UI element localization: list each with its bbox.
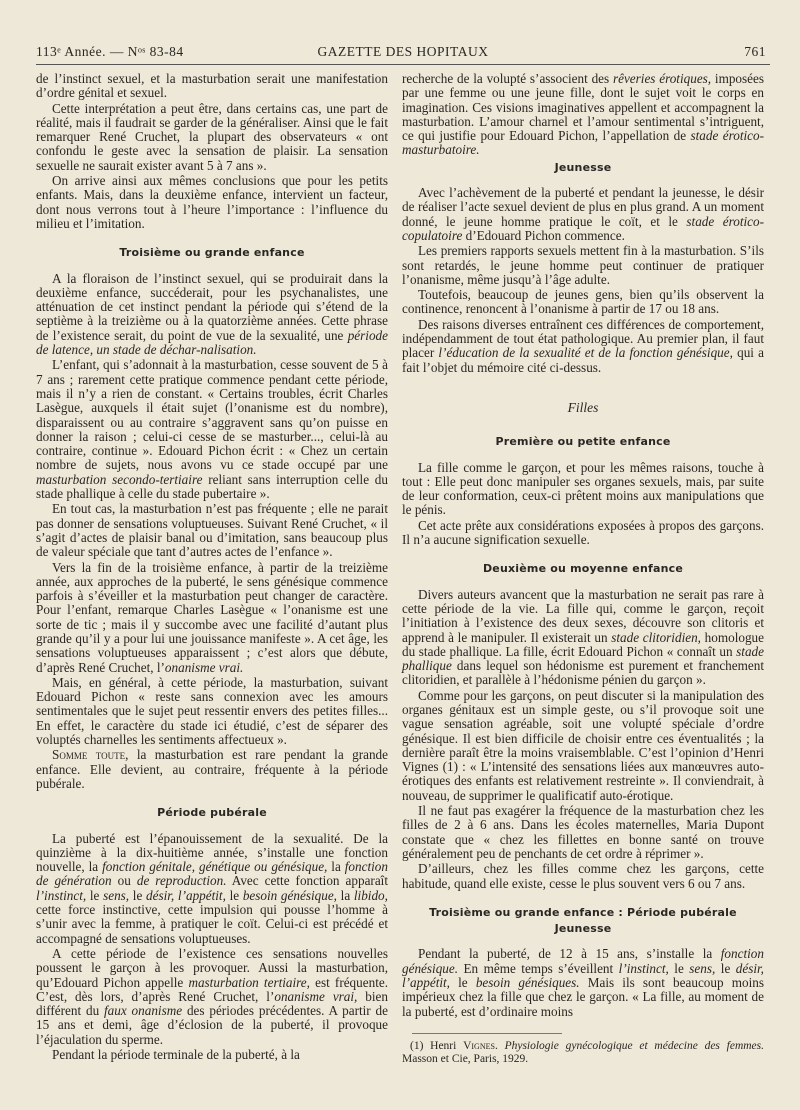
footnote-rule — [412, 1033, 562, 1034]
paragraph: En tout cas, la masturbation n’est pas fréquente ; elle ne parait pas donner de sensations voluptueuses. Suivant René Cruchet, « il s’agit d’actes de plaisir banal ou d’imitation, sans beaucoup plus de valeur spéciale que tant d’autres actes de l’enfance ». — [36, 501, 388, 560]
paragraph: La fille comme le garçon, et pour les mêmes raisons, touche à tout : Elle peut donc manipuler ses organes sexuels, mais, par suite de leur conformation, ceux-ci prêtent moins aux manipulations que le pénis. — [402, 459, 764, 518]
left-column — [36, 72, 388, 1063]
section-heading: Jeunesse — [554, 922, 612, 936]
page-number: 761 — [744, 44, 766, 59]
paragraph: Divers auteurs avancent que la masturbation ne serait pas rare à cette période de la vie. La fille qui, comme le garçon, reçoit l’initiation à l’existence des deux sexes, découvre son clitoris et apprend à le manipuler. Il existerait un stade clitoridien, homologue du stade phallique. La fille, écrit Edouard Pichon « connaît un stade phallique dans lequel son hédonisme est purement et franchement clitoridien, et parallèle à l’hédonisme pénien du garçon ». — [402, 586, 765, 688]
paragraph: D’ailleurs, chez les filles comme chez les garçons, cette habitude, quand elle existe, cesse le plus souvent vers 6 ou 7 ans. — [402, 861, 764, 891]
footnote: (1) Henri Vignes. Physiologie gynécologique et médecine des femmes. Masson et Cie, Paris, 1929. — [402, 1039, 765, 1065]
subsection-heading: Filles — [567, 399, 599, 415]
paragraph: A cette période de l’existence ces sensations nouvelles poussent le garçon à les provoquer. Aussi la masturbation, qu’Edouard Pichon appelle masturbation tertiaire, est fréquente. C’est, dès lors, d’après René Cruchet, l’onanisme vrai, bien différent du faux onanisme des périodes précédentes. A partir de 15 ans et demi, âge d’éclosion de la puberté, il provoque l’éjaculation du sperme. — [36, 945, 389, 1047]
running-header — [36, 40, 770, 65]
paragraph: Somme toute, la masturbation est rare pendant la grande enfance. Elle devient, au contraire, fréquente à la période pubérale. — [36, 747, 388, 791]
paragraph: Les premiers rapports sexuels mettent fin à la masturbation. S’ils sont retardés, le jeune homme peut continuer de pratiquer l’onanisme, même jusqu’à l’âge adulte. — [402, 243, 764, 287]
paragraph: Comme pour les garçons, on peut discuter si la manipulation des organes génitaux est un simple geste, ou s’il provoque soit une vague sensation agréable, soit une volupté spéciale d’ordre génésique. Il est bien difficile de choisir entre ces éventualités ; la dernière paraît être la moins vraisemblable. C’est l’opinion d’Henri Vignes (1) : « L’intensité des sensations liées aux manœuvres auto-érotiques des enfants est relativement restreinte ». Il conviendrait, à nouveau, de supprimer le qualificatif auto-érotique. — [402, 687, 764, 803]
section-heading: Deuxième ou moyenne enfance — [482, 562, 684, 576]
paragraph: Toutefois, beaucoup de jeunes gens, bien qu’ils observent la continence, renoncent à l’onanisme à partir de 17 ou 18 ans. — [402, 287, 764, 317]
section-heading: Première ou petite enfance — [495, 435, 671, 449]
paragraph: L’enfant, qui s’adonnait à la masturbation, cesse souvent de 5 à 7 ans ; rarement cette pratique commence pendant cette période, mais il n’y a rien de constant. « Certains troubles, écrit Charles Lasègue, auxquels il était sujet (l’onanisme est du nombre), disparaissent ou au contraire s’aggravent sans qu’on puisse en donner la raison ; celui-ci cesse de se masturber..., celui-là au contraire, continue ». Edouard Pichon écrit : « Chez un certain nombre de sujets, nous avons vu ce stade occupé par une masturbation secondo-tertiaire reliant sans interruption celle du stade phallique à celle du stade pubertaire ». — [36, 357, 388, 502]
paragraph: recherche de la volupté s’associent des rêveries érotiques, imposées par une femme ou une jeune fille, dont le sujet voit le corps en imagination. Ces visions imaginatives appellent et accompagnent la masturbation. L’amour charnel et l’amour sentimental s’intriguent, ce qui justifie pour Edouard Pichon, l’appellation de stade érotico-masturbatoire. — [402, 71, 765, 158]
right-column — [402, 72, 764, 1067]
paragraph: Avec l’achèvement de la puberté et pendant la jeunesse, le désir de réaliser l’acte sexuel devient de plus en plus grand. A un moment donné, le jeune homme pratique le coït, et le stade érotico-copulatoire d’Edouard Pichon commence. — [402, 185, 764, 243]
issue-number: 113ᵉ Année. — Nᵒˢ 83-84 — [36, 44, 184, 59]
paragraph: On arrive ainsi aux mêmes conclusions que pour les petits enfants. Mais, dans la deuxième enfance, intervient un facteur, dont nous verrons tout à l’heure l’importance : l’influence du milieu et l’imitation. — [36, 173, 388, 231]
paragraph: Mais, en général, à cette période, la masturbation, suivant Edouard Pichon « reste sans connexion avec les amours sentimentales que le sujet peut ressentir envers des petites filles... En effet, le caractère du stade ici étudié, c’est de séparer des voluptés charnelles les sentiments affectueux ». — [36, 674, 388, 748]
section-heading: Période pubérale — [157, 806, 267, 820]
paragraph: Pendant la période terminale de la puberté, à la — [52, 1047, 300, 1062]
section-heading: Jeunesse — [554, 160, 612, 174]
paragraph: Cet acte prête aux considérations exposées à propos des garçons. Il n’a aucune signification sexuelle. — [402, 517, 764, 548]
journal-title: GAZETTE DES HOPITAUX — [317, 44, 489, 59]
paragraph: Vers la fin de la troisième enfance, à partir de la treizième année, aux approches de la puberté, le sens génésique commence parfois à s’éveiller et la masturbation peut changer de caractère. Pour l’enfant, remarque Charles Lasègue « l’onanisme est une sorte de tic ; mais il y succombe avec une facilité d’autant plus grande qu’il y a pour lui une jouissance manifeste ». A cet âge, les sensations voluptueuses apparaissent ; c’est alors que débute, d’après René Cruchet, l’onanisme vrai. — [36, 559, 388, 675]
section-heading: Troisième ou grande enfance : Période pubérale — [429, 905, 737, 919]
paragraph: de l’instinct sexuel, et la masturbation serait une manifestation d’ordre génital et sexuel. — [36, 71, 388, 101]
paragraph: Pendant la puberté, de 12 à 15 ans, s’installe la fonction génésique. En même temps s’éveillent l’instinct, le sens, le désir, l’appétit, le besoin génésiques. Mais ils sont beaucoup moins impérieux chez la fille que chez le garçon. « La fille, au moment de la puberté, est d’ordinaire moins — [402, 946, 764, 1019]
section-heading: Troisième ou grande enfance — [119, 246, 305, 260]
paragraph: Il ne faut pas exagérer la fréquence de la masturbation chez les filles de 2 à 6 ans. Dans les écoles maternelles, Maria Dupont constate que « chez les fillettes en bonne santé on trouve généralement peu de penchants de cet ordre à réprimer ». — [402, 803, 764, 861]
paragraph: Des raisons diverses entraînent ces différences de comportement, indépendamment de tout état pathologique. Au premier plan, il faut placer l’éducation de la sexualité et de la fonction génésique, qui a fait l’objet du mémoire cité ci-dessus. — [402, 316, 764, 375]
paragraph: La puberté est l’épanouissement de la sexualité. De la quinzième à la dix-huitième année, s’installe une fonction nouvelle, la fonction génitale, génétique ou génésique, la fonction de génération ou de reproduction. Avec cette fonction apparaît l’instinct, le sens, le désir, l’appétit, le besoin génésique, la libido, cette force instinctive, cette impulsion qui pousse l’homme à s’unir avec la femme, à pratiquer le coït. Celui-ci est précédé et accompagné de sensations voluptueuses. — [36, 830, 388, 946]
paragraph: A la floraison de l’instinct sexuel, qui se produirait dans la deuxième enfance, succéderait, pour les psychanalistes, une atténuation de cet instinct pendant la période qui s’étend de la septième à la treizième ou à la quatorzième années. Cette phrase de l’existence serait, du point de vue de la sexualité, une période de latence, un stade de déchar-nalisation. — [36, 270, 388, 358]
paragraph: Cette interprétation a peut être, dans certains cas, une part de réalité, mais il faudrait se garder de la généraliser. Ainsi que le fait remarquer René Cruchet, la plupart des observateurs « ont confondu le geste avec la sensation de plaisir. La sensation sexuelle ne saurait exister avant 5 à 7 ans ». — [36, 100, 388, 173]
